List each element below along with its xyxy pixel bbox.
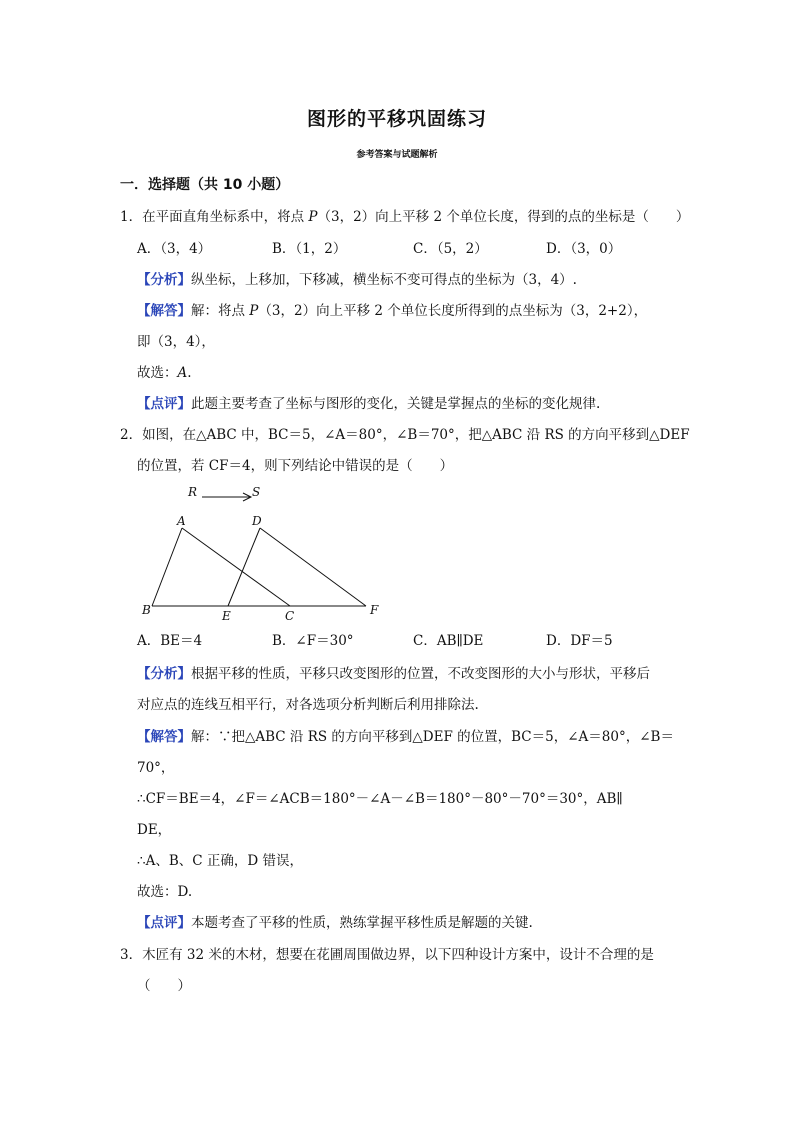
section-heading: 一．选择题（共 10 小题）: [120, 177, 290, 193]
q2-answer-line-5: ∴A、B、C 正确，D 错误，: [137, 853, 303, 869]
q1-answer-1a: 解：将点: [191, 303, 250, 319]
q2-analysis-text-1: 根据平移的性质，平移只改变图形的位置，不改变图形的大小与形状，平移后: [191, 666, 650, 682]
q2-answer-line-6: 故选：D.: [137, 884, 193, 900]
q2-analysis: [137, 665, 650, 683]
q1-answer-line-3: [137, 364, 192, 382]
q1-option-c: C．（5，2）: [413, 241, 488, 257]
q1-analysis: [137, 271, 577, 289]
label-r: R: [188, 485, 198, 499]
q1-option-a: A．（3，4）: [137, 241, 212, 257]
q2-analysis-line-2: 对应点的连线互相平行，对各选项分析判断后利用排除法.: [137, 697, 479, 713]
q1-analysis-tag: 【分析】: [137, 272, 191, 288]
page-subtitle: 参考答案与试题解析: [356, 150, 438, 160]
q1-comment-text: 此题主要考查了坐标与图形的变化，关键是掌握点的坐标的变化规律.: [191, 396, 601, 412]
q1-choice-value: A: [177, 365, 188, 381]
q1-option-d: D．（3，0）: [546, 241, 622, 257]
q1-choice-label: 故选：: [137, 365, 178, 381]
q1-answer: [137, 302, 647, 320]
q2-analysis-tag: 【分析】: [137, 666, 191, 682]
segment-ab: [152, 528, 182, 606]
q1-comment-tag: 【点评】: [137, 396, 191, 412]
q1-answer-1b: （3，2）向上平移 2 个单位长度所得到的点坐标为（3，2+2），: [258, 303, 648, 319]
q2-comment-text: 本题考查了平移的性质，熟练掌握平移性质是解题的关键.: [191, 915, 533, 931]
segment-ac: [182, 528, 290, 606]
q1-answer-tag: 【解答】: [137, 303, 191, 319]
q2-answer: [137, 728, 674, 746]
q1-answer-line-2: 即（3，4），: [137, 334, 215, 350]
q3-stem-line-2: （ ）: [137, 978, 191, 994]
q2-answer-line-3: ∴CF＝BE＝4，∠F＝∠ACB＝180°－∠A－∠B＝180°－80°－70°＝30°，AB∥: [137, 791, 623, 807]
q2-option-b: B．∠F＝30°: [272, 633, 354, 649]
q1-stem-post: （3，2）向上平移 2 个单位长度，得到的点的坐标是（ ）: [317, 209, 690, 225]
q2-stem-line-1: 2．如图，在△ABC 中，BC＝5，∠A＝80°，∠B＝70°，把△ABC 沿 RS 的方向平移到△DEF: [120, 427, 690, 443]
q1-analysis-text: 纵坐标，上移加，下移减，横坐标不变可得点的坐标为（3，4）.: [191, 272, 577, 288]
q2-option-c: C．AB∥DE: [413, 633, 484, 649]
label-b: B: [142, 603, 151, 617]
q1-option-b: B．（1，2）: [272, 241, 347, 257]
q2-answer-line-4: DE，: [137, 822, 172, 838]
q2-comment: [137, 914, 533, 932]
label-c: C: [285, 609, 295, 623]
q2-answer-tag: 【解答】: [137, 729, 191, 745]
q1-stem-point: P: [308, 209, 318, 225]
q2-option-a: A．BE＝4: [137, 633, 203, 649]
q2-option-d: D．DF＝5: [546, 633, 613, 649]
label-s: S: [252, 485, 261, 499]
q1-stem: [120, 208, 689, 226]
q3-stem-line-1: 3．木匠有 32 米的木材，想要在花圃周围做边界，以下四种设计方案中，设计不合理的是: [120, 947, 654, 963]
q2-stem-line-2: 的位置，若 CF＝4，则下列结论中错误的是（ ）: [137, 458, 454, 474]
q1-stem-pre: 1．在平面直角坐标系中，将点: [120, 209, 309, 225]
q2-answer-line-2: 70°，: [137, 760, 175, 776]
q2-translation-figure: [130, 480, 390, 625]
segment-df: [260, 528, 366, 606]
label-f: F: [370, 603, 379, 617]
q2-answer-text-1: 解：∵把△ABC 沿 RS 的方向平移到△DEF 的位置，BC＝5，∠A＝80°，∠B＝: [191, 729, 674, 745]
page-title: 图形的平移巩固练习: [306, 108, 487, 130]
q1-answer-point: P: [249, 303, 259, 319]
q2-comment-tag: 【点评】: [137, 915, 191, 931]
q1-choice-end: .: [187, 365, 192, 381]
label-e: E: [222, 609, 231, 623]
q1-comment: [137, 395, 600, 413]
label-a: A: [177, 514, 186, 528]
label-d: D: [252, 514, 262, 528]
segment-de: [228, 528, 260, 606]
